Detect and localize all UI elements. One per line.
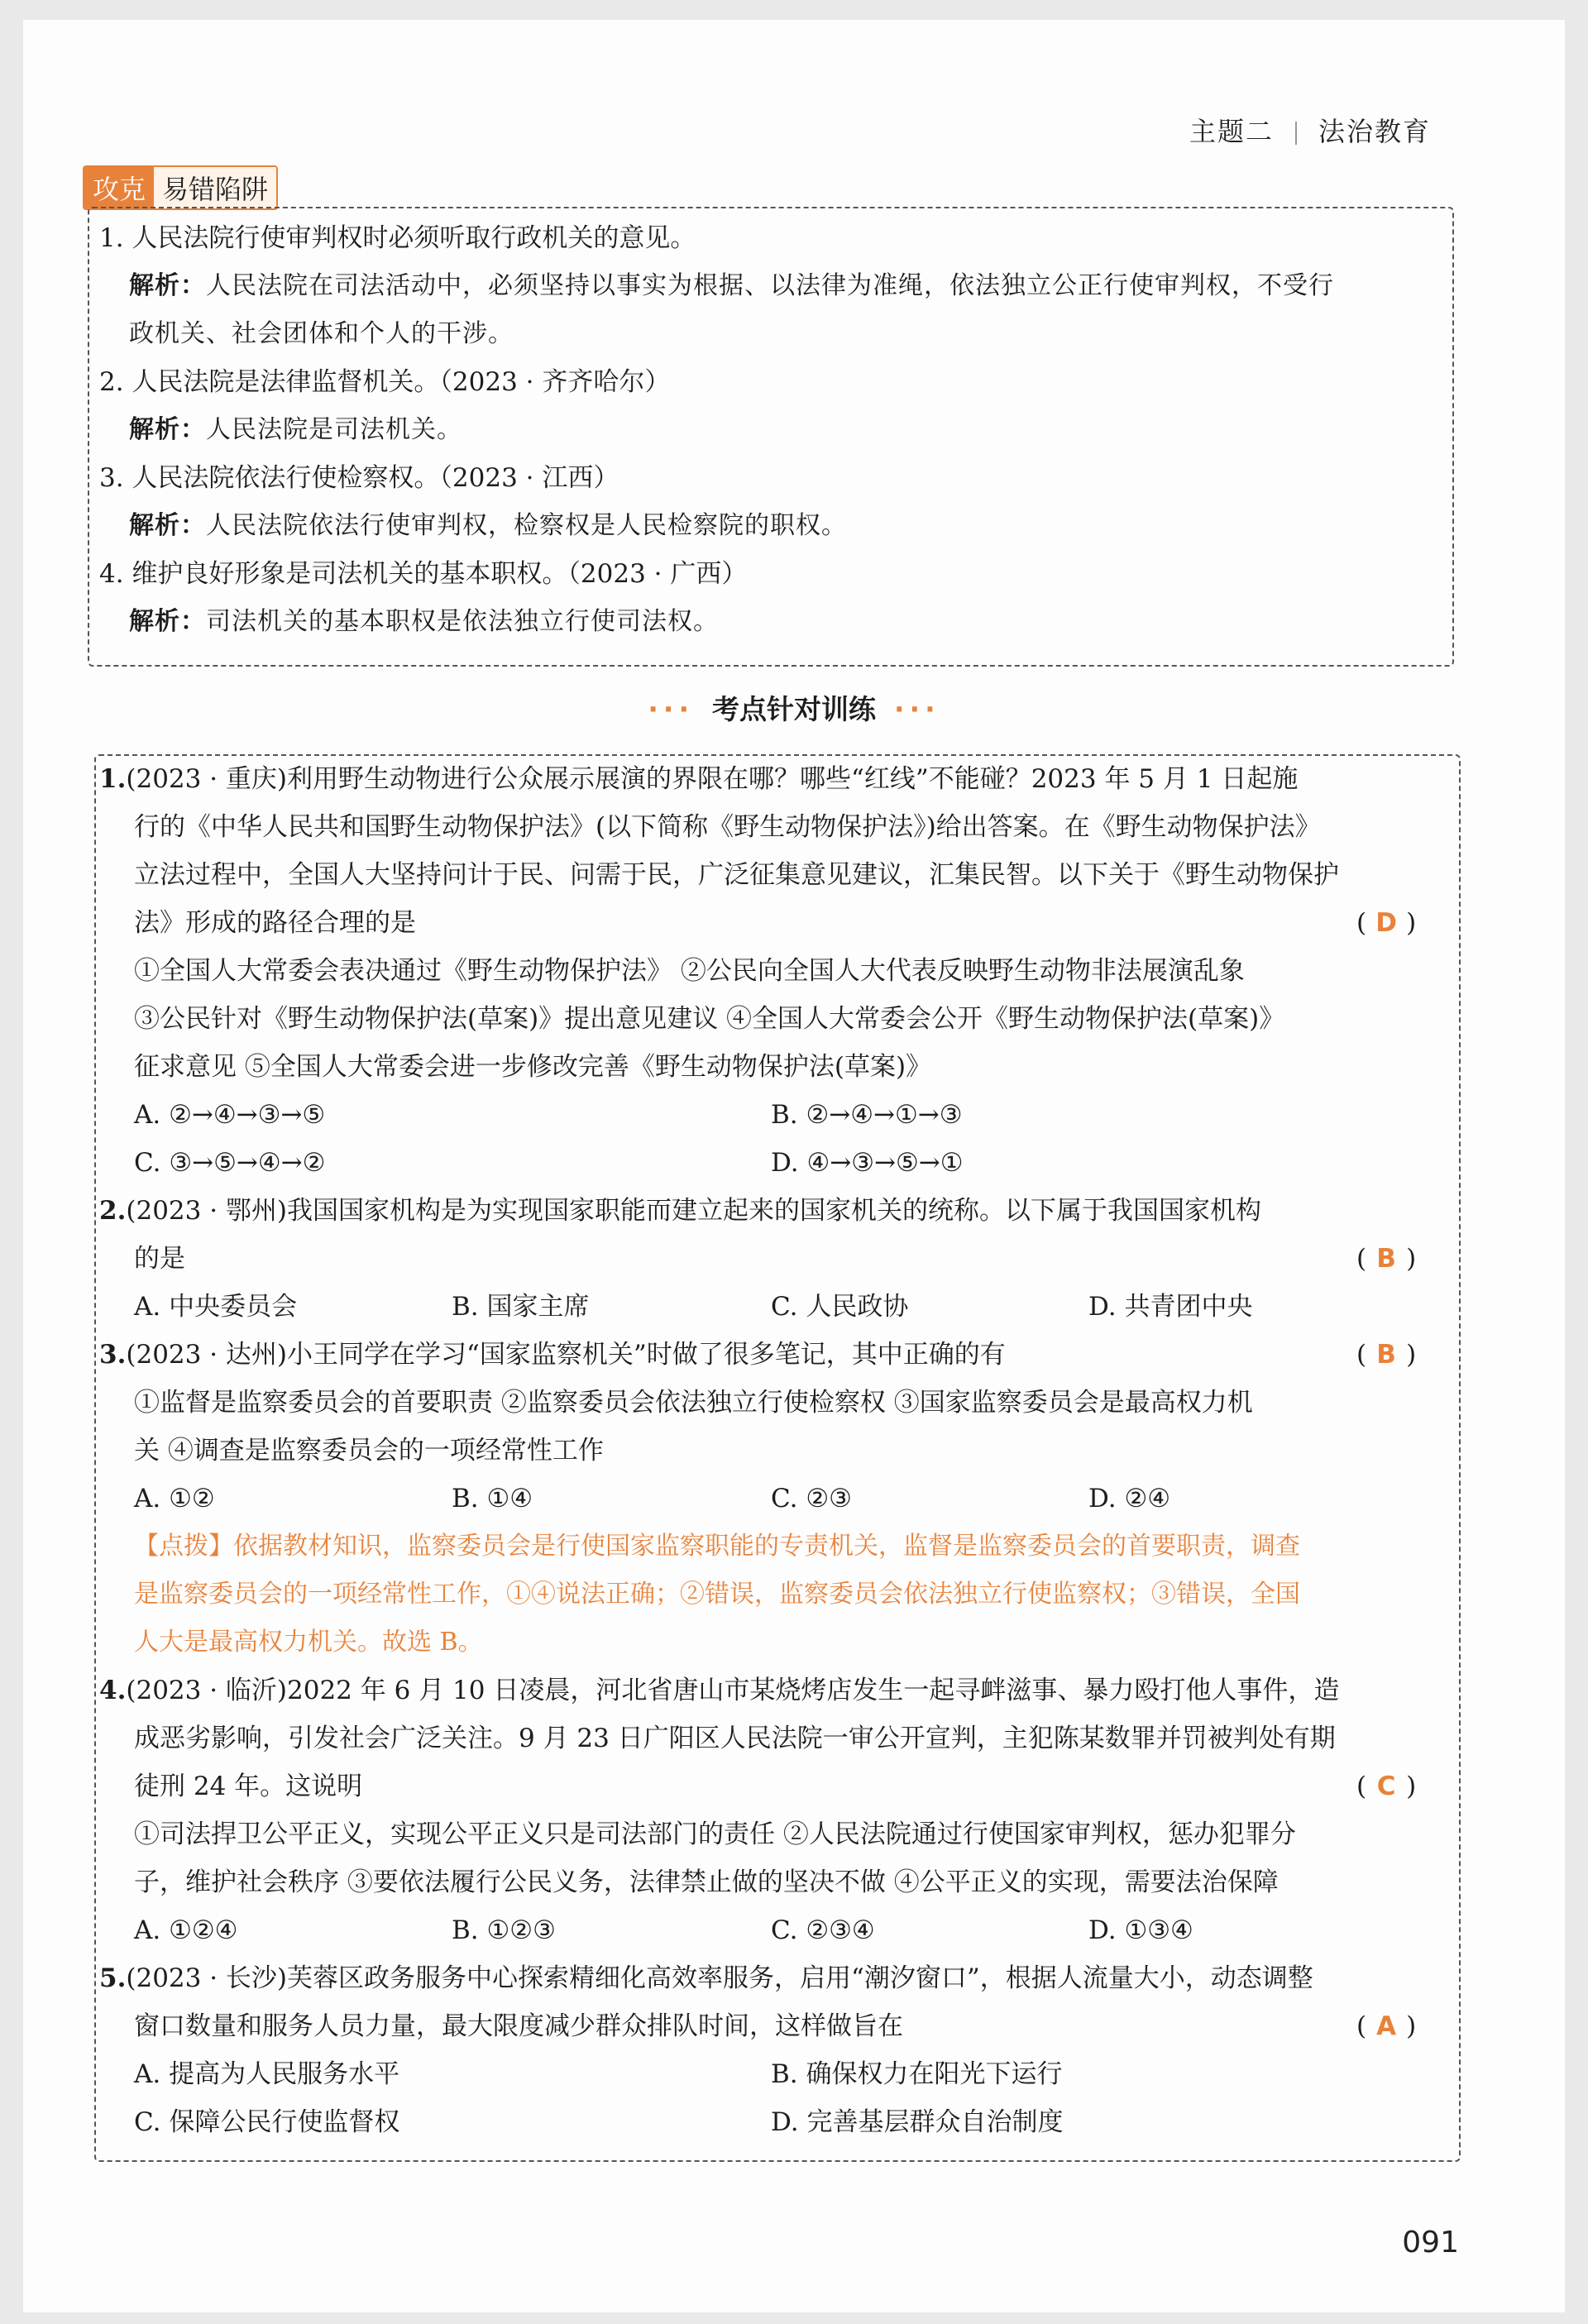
answer-value: B	[1376, 1340, 1396, 1370]
page	[23, 20, 1565, 2312]
hint-note: 人大是最高权力机关。故选 B。	[134, 1628, 483, 1657]
page-number: 091	[1402, 2226, 1459, 2259]
answer-bracket: ( B )	[1356, 1244, 1417, 1274]
option-d: D. ①③④	[1088, 1915, 1193, 1945]
answer-bracket: ( A )	[1356, 2011, 1417, 2041]
option-b: B. 国家主席	[452, 1292, 590, 1322]
option-c: C. 人民政协	[771, 1292, 909, 1322]
question-1: 1.(2023 · 重庆)利用野生动物进行公众展示展演的界限在哪？哪些“红线”不能碰？2023 年 5 月 1 日起施	[99, 764, 1299, 794]
answer-value: A	[1376, 2011, 1397, 2041]
option-d: D. 完善基层群众自治制度	[771, 2107, 1064, 2137]
answer-value: C	[1376, 1772, 1396, 1801]
trap-question: 1. 人民法院行使审判权时必须听取行政机关的意见。	[99, 223, 696, 253]
answer-bracket: ( C )	[1356, 1772, 1417, 1801]
badge-tag: 攻克	[84, 167, 154, 208]
answer-bracket: ( B )	[1356, 1340, 1417, 1370]
trap-explanation: 解析：人民法院依法行使审判权，检察权是人民检察院的职权。	[129, 511, 847, 540]
trap-question: 2. 人民法院是法律监督机关。（2023 · 齐齐哈尔）	[99, 367, 671, 397]
statement-line: 关 ④调查是监察委员会的一项经常性工作	[134, 1436, 604, 1466]
question-line: 法》形成的路径合理的是	[134, 908, 416, 938]
statement-line: ③公民针对《野生动物保护法(草案)》提出意见建议 ④全国人大常委会公开《野生动物保护法(草案)》	[134, 1004, 1285, 1034]
option-d: D. ④→③→⑤→①	[771, 1148, 964, 1178]
question-4: 4.(2023 · 临沂)2022 年 6 月 10 日凌晨，河北省唐山市某烧烤店发生一起寻衅滋事、暴力殴打他人事件，造	[99, 1676, 1340, 1705]
option-a: A. ①②④	[134, 1915, 238, 1945]
option-c: C. ②③④	[771, 1915, 875, 1945]
answer-bracket: ( D )	[1356, 908, 1417, 938]
option-d: D. 共青团中央	[1088, 1292, 1253, 1322]
answer-value: D	[1375, 908, 1397, 938]
trap-question: 3. 人民法院依法行使检察权。（2023 · 江西）	[99, 463, 619, 493]
statement-line: ①监督是监察委员会的首要职责 ②监察委员会依法独立行使检察权 ③国家监察委员会是最高权力机	[134, 1388, 1253, 1418]
option-b: B. ②→④→①→③	[771, 1100, 963, 1130]
question-3: 3.(2023 · 达州)小王同学在学习“国家监察机关”时做了很多笔记，其中正确的有	[99, 1340, 1006, 1370]
statement-line: 子，维护社会秩序 ③要依法履行公民义务，法律禁止做的坚决不做 ④公平正义的实现，需要法治保障	[134, 1867, 1279, 1897]
option-c: C. ②③	[771, 1484, 852, 1513]
option-a: A. 中央委员会	[134, 1292, 298, 1322]
running-header	[1189, 111, 1431, 149]
option-b: B. ①④	[452, 1484, 533, 1513]
option-d: D. ②④	[1088, 1484, 1171, 1513]
option-c: C. 保障公民行使监督权	[134, 2107, 400, 2137]
hint-note: 是监察委员会的一项经常性工作，①④说法正确；②错误，监察委员会依法独立行使监察权；③错误，全国	[134, 1580, 1300, 1609]
header-topic: 法治教育	[1318, 116, 1431, 147]
option-c: C. ③→⑤→④→②	[134, 1148, 326, 1178]
question-2: 2.(2023 · 鄂州)我国国家机构是为实现国家职能而建立起来的国家机关的统称。以下属于我国国家机构	[99, 1196, 1262, 1226]
trap-explanation: 解析：司法机关的基本职权是依法独立行使司法权。	[129, 607, 719, 636]
option-a: A. 提高为人民服务水平	[134, 2059, 400, 2089]
trap-explanation: 解析：人民法院在司法活动中，必须坚持以事实为根据、以法律为准绳，依法独立公正行使审判权，不受行	[129, 271, 1334, 300]
statement-line: ①司法捍卫公平正义，实现公平正义只是司法部门的责任 ②人民法院通过行使国家审判权，惩办犯罪分	[134, 1820, 1296, 1849]
question-line: 立法过程中，全国人大坚持问计于民、问需于民，广泛征集意见建议，汇集民智。以下关于《野生动物保护	[134, 860, 1339, 890]
option-b: B. ①②③	[452, 1915, 556, 1945]
header-theme: 主题二	[1189, 116, 1274, 147]
trap-question: 4. 维护良好形象是司法机关的基本职权。（2023 · 广西）	[99, 559, 748, 589]
trap-explanation: 解析：人民法院是司法机关。	[129, 415, 462, 444]
question-line: 的是	[134, 1244, 185, 1274]
question-5: 5.(2023 · 长沙)芙蓉区政务服务中心探索精细化高效率服务，启用“潮汐窗口”，根据人流量大小，动态调整	[99, 1963, 1313, 1993]
section-badge	[83, 165, 278, 210]
question-line: 成恶劣影响，引发社会广泛关注。9 月 23 日广阳区人民法院一审公开宣判，主犯陈某数罪并罚被判处有期	[134, 1724, 1336, 1753]
statement-line: ①全国人大常委会表决通过《野生动物保护法》 ②公民向全国人大代表反映野生动物非法展演乱象	[134, 956, 1245, 986]
hint-note: 【点拨】依据教材知识，监察委员会是行使国家监察职能的专责机关，监督是监察委员会的首要职责，调查	[134, 1532, 1300, 1561]
trap-explanation-cont: 政机关、社会团体和个人的干涉。	[129, 319, 514, 348]
title-dots-left: ···	[648, 693, 694, 725]
option-a: A. ②→④→③→⑤	[134, 1100, 326, 1130]
answer-value: B	[1376, 1244, 1396, 1274]
badge-label: 易错陷阱	[154, 167, 276, 208]
question-line: 徒刑 24 年。这说明	[134, 1772, 363, 1801]
statement-line: 征求意见 ⑤全国人大常委会进一步修改完善《野生动物保护法(草案)》	[134, 1052, 932, 1082]
question-line: 行的《中华人民共和国野生动物保护法》(以下简称《野生动物保护法》)给出答案。在《野生动物保护法》	[134, 812, 1321, 842]
header-divider	[1295, 122, 1297, 145]
option-b: B. 确保权力在阳光下运行	[771, 2059, 1063, 2089]
option-a: A. ①②	[134, 1484, 215, 1513]
section-title: ··· 考点针对训练 ···	[648, 693, 940, 725]
title-dots-right: ···	[894, 693, 940, 725]
question-line: 窗口数量和服务人员力量，最大限度减少群众排队时间，这样做旨在	[134, 2011, 903, 2041]
